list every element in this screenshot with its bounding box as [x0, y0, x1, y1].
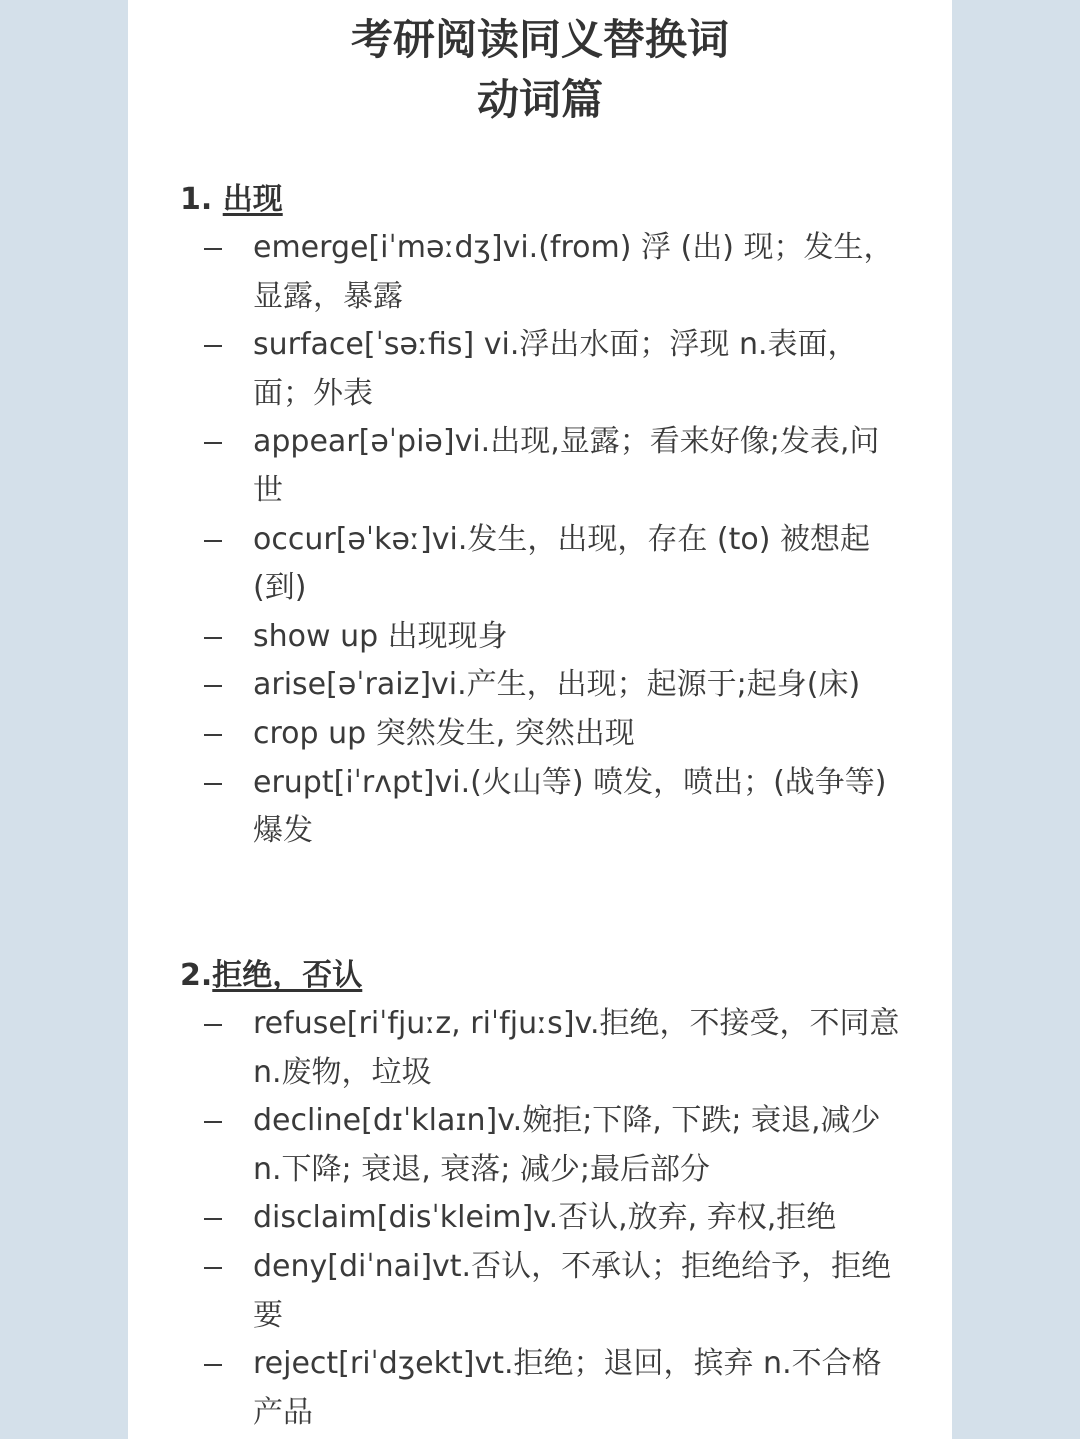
list-item — [180, 1000, 900, 1097]
entry-text: deny[diˈnai]vt.否认，不承认；拒绝给予，拒绝要 — [253, 1248, 892, 1333]
list-item — [180, 710, 900, 759]
entry-text: reject[riˈdʒekt]vt.拒绝；退回，摈弃 n.不合格产品 — [253, 1346, 882, 1430]
section-title: 出现 — [222, 182, 283, 217]
list-item — [180, 516, 900, 613]
list-item — [180, 1097, 900, 1194]
list-item — [180, 1194, 900, 1243]
section-2 — [180, 952, 900, 1437]
section-title: 拒绝，否认 — [212, 958, 363, 993]
document-page — [128, 0, 952, 1439]
entry-text: surface[ˈsəːfis] vi.浮出水面；浮现 n.表面，面；外表 — [253, 327, 858, 411]
title-line-2: 动词篇 — [476, 75, 603, 124]
entry-list — [180, 1000, 900, 1437]
list-item — [180, 321, 900, 418]
title-line-1: 考研阅读同义替换词 — [350, 15, 729, 64]
entry-list — [180, 224, 900, 856]
section-number: 2. — [180, 958, 213, 993]
entry-text: decline[dɪˈklaɪn]v.婉拒;下降, 下跌; 衰退,减少 n.下降; 衰退, 衰落; 减少;最后部分 — [253, 1103, 881, 1187]
list-item — [180, 759, 900, 856]
section-heading — [180, 176, 900, 224]
entry-text: emerge[iˈməːdʒ]vi.(from) 浮 (出) 现；发生，显露，暴露 — [253, 230, 894, 314]
section-number: 1. — [180, 182, 223, 217]
entry-text: occur[əˈkəː]vi.发生，出现，存在 (to) 被想起 (到) — [253, 521, 870, 606]
entry-text: arise[əˈraiz]vi.产生，出现；起源于;起身(床) — [253, 667, 861, 703]
page-title — [128, 10, 952, 130]
section-1 — [180, 176, 900, 856]
entry-text: erupt[iˈrʌpt]vi.(火山等) 喷发，喷出；(战争等) 爆发 — [253, 764, 887, 849]
entry-text: show up 出现现身 — [253, 618, 508, 654]
list-item — [180, 661, 900, 710]
entry-text: crop up 突然发生, 突然出现 — [253, 715, 635, 751]
entry-text: appear[əˈpiə]vi.出现,显露；看来好像;发表,问世 — [253, 424, 880, 508]
list-item — [180, 613, 900, 662]
entry-text: disclaim[disˈkleim]v.否认,放弃, 弃权,拒绝 — [253, 1200, 837, 1236]
entry-text: refuse[riˈfjuːz, riˈfjuːs]v.拒绝，不接受，不同意 n.废物，垃圾 — [253, 1006, 900, 1090]
list-item — [180, 1340, 900, 1437]
list-item — [180, 224, 900, 321]
section-heading — [180, 952, 900, 1000]
list-item — [180, 1243, 900, 1340]
list-item — [180, 418, 900, 515]
